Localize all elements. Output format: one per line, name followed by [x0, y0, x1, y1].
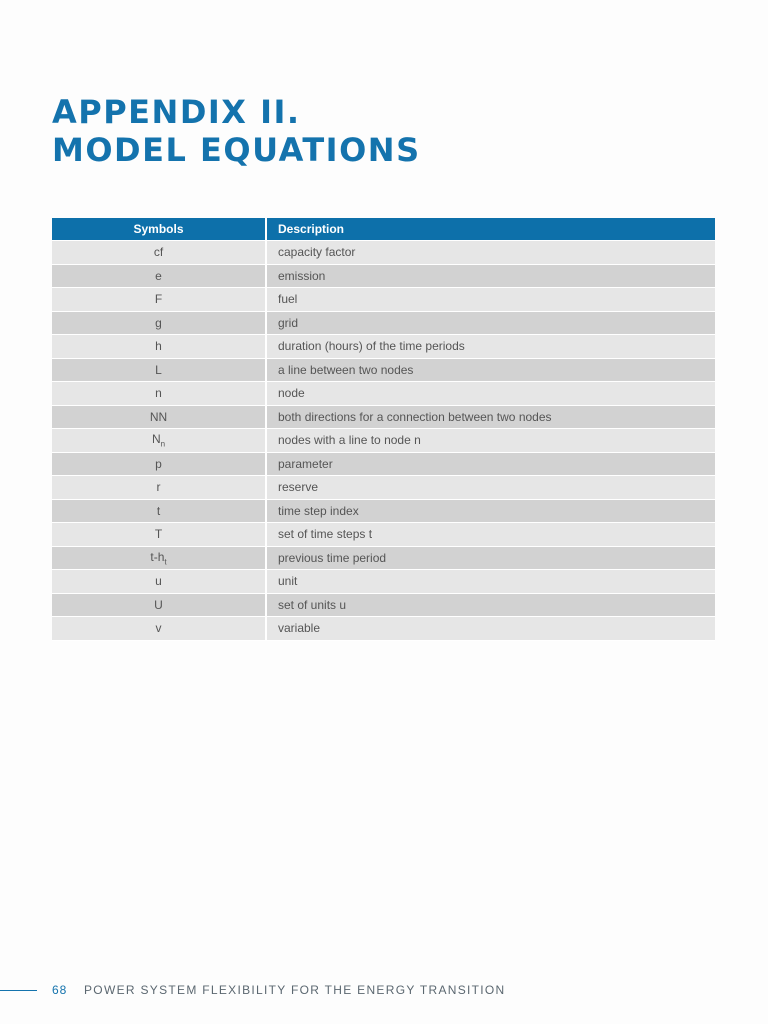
symbols-table [52, 218, 715, 641]
table-row [52, 499, 715, 523]
description-cell: capacity factor [266, 241, 715, 265]
description-cell: both directions for a connection between two nodes [266, 405, 715, 429]
symbol-cell [52, 617, 266, 641]
symbol-cell [52, 288, 266, 312]
symbol-cell [52, 358, 266, 382]
description-cell: variable [266, 617, 715, 641]
symbol-cell [52, 546, 266, 570]
page-title [52, 93, 421, 169]
table-row [52, 617, 715, 641]
table-row [52, 452, 715, 476]
page-number: 68 [52, 983, 68, 997]
table-row [52, 335, 715, 359]
description-cell: reserve [266, 476, 715, 500]
symbol-cell [52, 241, 266, 265]
description-cell: fuel [266, 288, 715, 312]
symbol-cell [52, 335, 266, 359]
table-body [52, 241, 715, 641]
table-row [52, 382, 715, 406]
symbol-cell [52, 311, 266, 335]
column-header-description: Description [266, 218, 715, 241]
table-row [52, 523, 715, 547]
description-cell: set of time steps t [266, 523, 715, 547]
symbol-cell [52, 429, 266, 453]
table-row [52, 593, 715, 617]
symbol-text: r [156, 480, 161, 495]
table-row [52, 476, 715, 500]
symbol-text: N [151, 432, 161, 447]
symbol-text: NN [149, 409, 168, 424]
table-row [52, 241, 715, 265]
table-row [52, 429, 715, 453]
table-row [52, 288, 715, 312]
table-row [52, 358, 715, 382]
symbol-cell [52, 382, 266, 406]
description-cell: parameter [266, 452, 715, 476]
description-cell: set of units u [266, 593, 715, 617]
symbol-text: cf [153, 245, 164, 260]
table-header-row [52, 218, 715, 241]
symbol-subscript: n [160, 439, 166, 449]
symbol-cell [52, 264, 266, 288]
footer-publication-title: POWER SYSTEM FLEXIBILITY FOR THE ENERGY TRANSITION [84, 983, 506, 997]
symbol-text: v [155, 621, 162, 636]
description-cell: node [266, 382, 715, 406]
description-cell: nodes with a line to node n [266, 429, 715, 453]
description-cell: time step index [266, 499, 715, 523]
symbol-cell [52, 452, 266, 476]
symbol-cell [52, 570, 266, 594]
table-row [52, 264, 715, 288]
column-header-symbols: Symbols [52, 218, 266, 241]
table-row [52, 570, 715, 594]
symbol-text: L [155, 362, 162, 377]
symbol-subscript: t [164, 556, 167, 566]
table-row [52, 546, 715, 570]
footer-rule [0, 990, 37, 991]
symbol-text: e [155, 268, 162, 283]
symbol-text: t-h [150, 549, 165, 564]
page-title-line-2: MODEL EQUATIONS [52, 131, 421, 169]
description-cell: a line between two nodes [266, 358, 715, 382]
table-row [52, 405, 715, 429]
symbol-cell [52, 476, 266, 500]
table-row [52, 311, 715, 335]
description-cell: duration (hours) of the time periods [266, 335, 715, 359]
symbol-cell [52, 405, 266, 429]
symbol-text: h [155, 339, 162, 354]
symbol-text: n [155, 386, 162, 401]
description-cell: grid [266, 311, 715, 335]
symbol-text: t [156, 503, 161, 518]
description-cell: previous time period [266, 546, 715, 570]
page-title-line-1: APPENDIX II. [52, 93, 301, 131]
symbol-text: T [154, 527, 163, 542]
description-cell: emission [266, 264, 715, 288]
symbol-text: p [155, 456, 162, 471]
description-cell: unit [266, 570, 715, 594]
symbol-text: u [155, 574, 162, 589]
symbol-cell [52, 499, 266, 523]
symbol-text: F [154, 292, 163, 307]
symbol-cell [52, 523, 266, 547]
symbol-cell [52, 593, 266, 617]
symbol-text: g [155, 315, 162, 330]
symbol-text: U [154, 597, 163, 612]
